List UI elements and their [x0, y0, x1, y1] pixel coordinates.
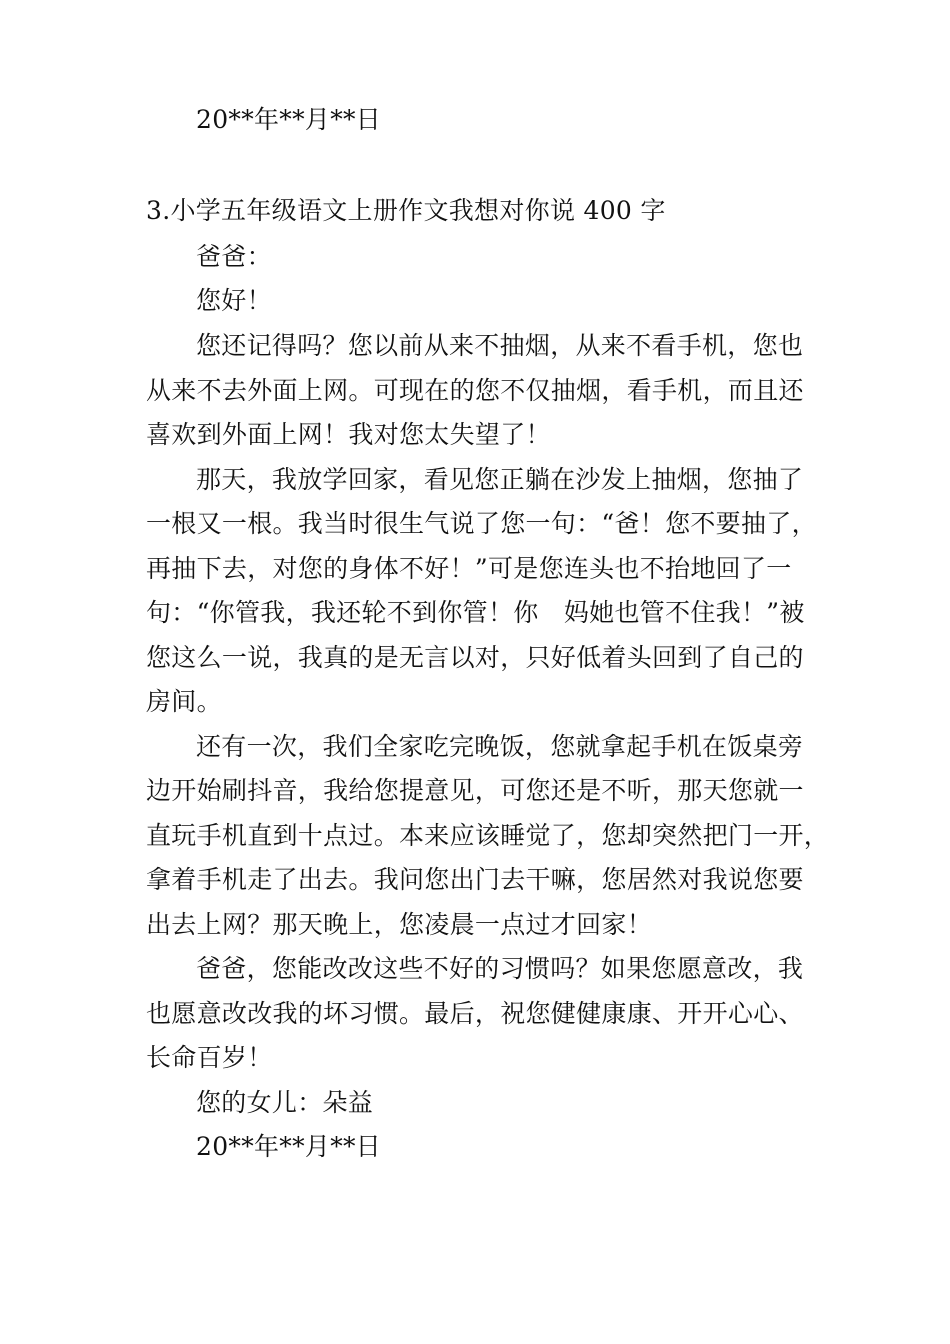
paragraph-3-line-4: 拿着手机走了出去。我问您出门去干嘛，您居然对我说您要 [146, 865, 804, 894]
paragraph-1-line-3: 喜欢到外面上网！我对您太失望了！ [146, 420, 551, 449]
paragraph-3-line-2: 边开始刷抖音，我给您提意见，可您还是不听，那天您就一 [146, 776, 804, 805]
greeting: 您好！ [196, 286, 272, 315]
paragraph-1-line-1: 您还记得吗？您以前从来不抽烟，从来不看手机，您也 [196, 331, 804, 360]
paragraph-3-line-3: 直玩手机直到十点过。本来应该睡觉了，您却突然把门一开， [146, 821, 830, 850]
paragraph-2-line-4: 句：“你管我，我还轮不到你管！你 妈她也管不住我！”被 [146, 598, 805, 627]
paragraph-2-line-2: 一根又一根。我当时很生气说了您一句：“爸！您不要抽了， [146, 509, 817, 538]
paragraph-4-line-2: 也愿意改改我的坏习惯。最后，祝您健健康康、开开心心、 [146, 999, 804, 1028]
paragraph-2-line-1: 那天，我放学回家，看见您正躺在沙发上抽烟，您抽了 [196, 465, 804, 494]
paragraph-1-line-2: 从来不去外面上网。可现在的您不仅抽烟，看手机，而且还 [146, 376, 804, 405]
paragraph-4-line-1: 爸爸，您能改改这些不好的习惯吗？如果您愿意改，我 [196, 954, 804, 983]
essay-heading: 3.小学五年级语文上册作文我想对你说 400 字 [146, 196, 666, 225]
paragraph-3-line-5: 出去上网？那天晚上，您凌晨一点过才回家！ [146, 910, 653, 939]
salutation: 爸爸： [196, 242, 272, 271]
paragraph-3-line-1: 还有一次，我们全家吃完晚饭，您就拿起手机在饭桌旁 [196, 732, 804, 761]
paragraph-2-line-6: 房间。 [146, 687, 222, 716]
paragraph-2-line-5: 您这么一说，我真的是无言以对，只好低着头回到了自己的 [146, 643, 804, 672]
paragraph-2-line-3: 再抽下去，对您的身体不好！”可是您连头也不抬地回了一 [146, 554, 792, 583]
bottom-date: 20**年**月**日 [196, 1132, 382, 1161]
paragraph-4-line-3: 长命百岁！ [146, 1043, 273, 1072]
top-date: 20**年**月**日 [196, 105, 382, 134]
signature: 您的女儿：朵益 [196, 1088, 374, 1117]
